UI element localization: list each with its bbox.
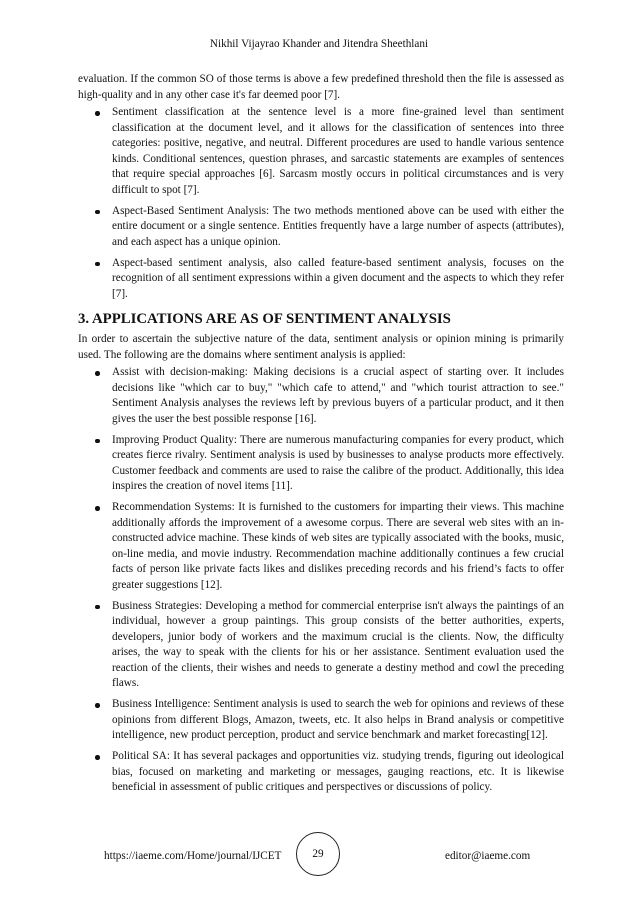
bullet-icon — [95, 506, 100, 511]
page-body — [78, 72, 564, 801]
applications-bullet-list — [78, 365, 564, 796]
bullet-icon — [95, 371, 100, 376]
journal-url-link[interactable]: https://iaeme.com/Home/journal/IJCET — [104, 850, 282, 862]
running-header — [0, 37, 638, 51]
list-item: Improving Product Quality: There are numerous manufacturing companies for every product, which creates fierce rivalry. Sentiment analysis is used by businesses to analyse products more effectively. Customer feedback and comments are used to raise the calibre of the product. Additionally, this idea inspires the creation of novel items [11]. — [78, 433, 564, 495]
section-heading: 3. APPLICATIONS ARE AS OF SENTIMENT ANALYSIS — [78, 311, 451, 327]
bullet-icon — [95, 605, 100, 610]
bullet-icon — [95, 755, 100, 760]
bullet-icon — [95, 703, 100, 708]
bullet-icon — [95, 111, 100, 116]
list-item: Political SA: It has several packages and opportunities viz. studying trends, figuring out ideological bias, focused on marketing and marketing or messages, gauging reactions, etc. It is likewise beneficial in assessment of public critiques and perspectives or discussions of policy. — [78, 749, 564, 796]
bullet-icon — [95, 210, 100, 215]
list-item: Business Intelligence: Sentiment analysis is used to search the web for opinions and reviews of these opinions from different Blogs, Amazon, tweets, etc. It also helps in Brand analysis or competitive intelligence, new product perception, product and service benchmark and market forecasting[12]. — [78, 697, 564, 744]
list-item: Sentiment classification at the sentence level is a more fine-grained level than sentiment classification at the document level, and it allows for the classification of sentences into three categories: positive, negative, and neutral. Different procedures are used to handle various sentence kinds. Conditional sentences, question phrases, and sarcastic statements are examples of sentences that require special approaches [6]. Sarcasm mostly occurs in political circumstances and is very difficult to spot [7]. — [78, 105, 564, 198]
bullet-icon — [95, 439, 100, 444]
page-footer — [0, 830, 638, 876]
page-number-badge — [296, 832, 340, 876]
bullet-icon — [95, 262, 100, 267]
list-item: Business Strategies: Developing a method for commercial enterprise isn't always the paintings of an individual, however a group paintings. This group consists of the better authorities, experts, developers, junior body of workers and the maximum crucial is the clients. Now, the difficulty arises, the way to speak with the clients for his or her assistance. Sentiment evaluation used the reaction of the clients, their wishes and needs to generate a destiny method and cowl the preceding flaws. — [78, 599, 564, 692]
list-item: Aspect-Based Sentiment Analysis: The two methods mentioned above can be used with either the entire document or a single sentence. Entities frequently have a large number of aspects (attributes), and each aspect has a unique opinion. — [78, 204, 564, 251]
list-item: Recommendation Systems: It is furnished to the customers for imparting their views. This machine additionally affords the improvement of a awesome corpus. There are several web sites with an in-constructed advice machine. These kinds of web sites are typically associated with the books, music, on-line media, and movie industry. Recommendation machine additionally continues a few crucial facts of person like private facts likes and dislikes preceding records and his friend’s facts to offer greater suggestions [12]. — [78, 500, 564, 593]
page-number: 29 — [312, 848, 324, 860]
levels-bullet-list — [78, 105, 564, 302]
editor-email-link[interactable]: editor@iaeme.com — [445, 850, 531, 862]
intro-paragraph: evaluation. If the common SO of those terms is above a few predefined threshold then the file is assessed as high-quality and in any other case it's far deemed poor [7]. — [78, 73, 564, 101]
section-intro: In order to ascertain the subjective nature of the data, sentiment analysis or opinion mining is primarily used. The following are the domains where sentiment analysis is applied: — [78, 333, 564, 361]
list-item: Aspect-based sentiment analysis, also called feature-based sentiment analysis, focuses on the recognition of all sentiment expressions within a given document and the aspects to which they refer [7]. — [78, 256, 564, 303]
running-title: Nikhil Vijayrao Khander and Jitendra Sheethlani — [209, 38, 429, 50]
list-item: Assist with decision-making: Making decisions is a crucial aspect of starting over. It includes decisions like "which car to buy," "which cafe to attend," and "which tourist attraction to see." Sentiment Analysis analyses the reviews left by previous buyers of a particular product, and it then gives the user the best possible response [16]. — [78, 365, 564, 427]
